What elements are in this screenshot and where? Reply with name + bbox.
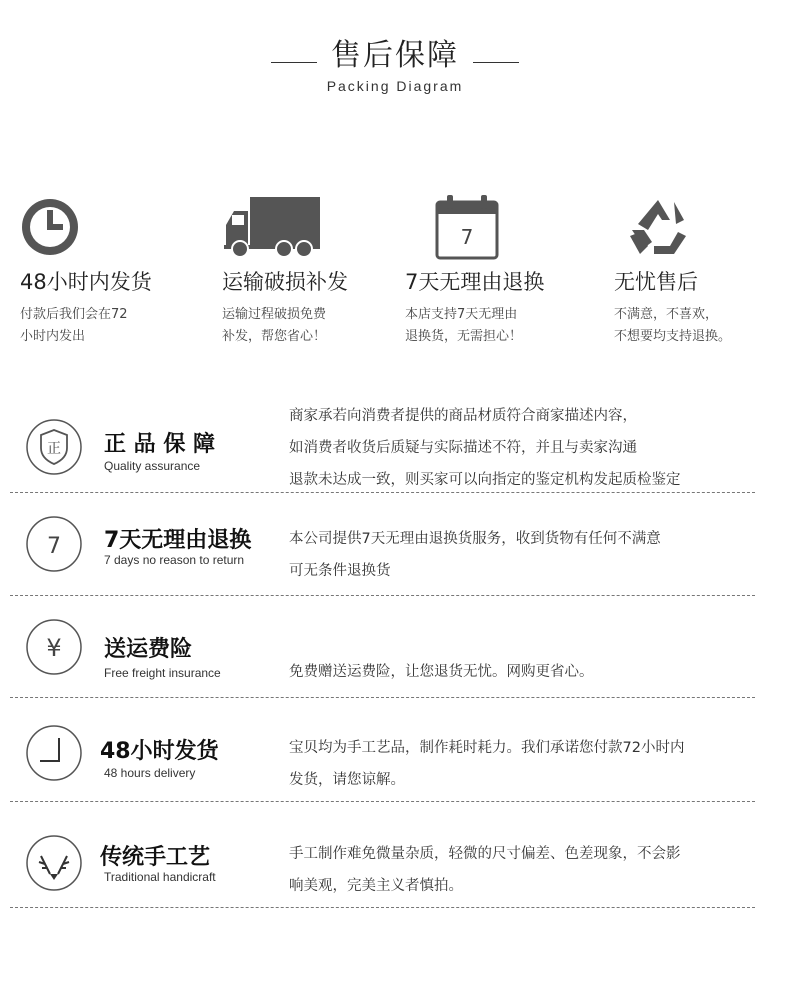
page-header xyxy=(0,30,790,94)
feature-desc: 付款后我们会在72 小时内发出 xyxy=(20,307,128,344)
yen-icon xyxy=(25,618,83,676)
calendar-icon xyxy=(405,192,595,262)
feature-title: 无忧售后 xyxy=(614,270,698,294)
feature-title: 48小时内发货 xyxy=(20,270,152,294)
guarantee-title: 传统手工艺 xyxy=(100,845,211,870)
svg-text:¥: ¥ xyxy=(46,634,62,662)
guarantee-title: 7天无理由退换 xyxy=(104,528,252,553)
title-line-left xyxy=(271,62,317,63)
svg-text:正: 正 xyxy=(47,441,61,457)
feature-strip xyxy=(0,192,790,362)
guarantee-subtitle: Quality assurance xyxy=(104,459,201,473)
calendar-day: 7 xyxy=(460,225,474,249)
divider xyxy=(10,907,755,908)
divider xyxy=(10,801,755,802)
guarantee-subtitle: Traditional handicraft xyxy=(104,870,216,884)
feature-return xyxy=(405,192,595,348)
feature-damage xyxy=(222,192,412,348)
feature-desc: 不满意，不喜欢， 不想要均支持退换。 xyxy=(614,307,732,344)
title-line-right xyxy=(473,62,519,63)
shield-icon xyxy=(25,418,83,476)
feature-delivery xyxy=(20,192,210,348)
page-subtitle: Packing Diagram xyxy=(326,78,464,94)
guarantee-text: 手工制作难免微量杂质，轻微的尺寸偏差、色差现象，不会影 响美观，完美主义者慎拍。 xyxy=(289,846,681,894)
divider xyxy=(10,492,755,493)
clock-hands-icon xyxy=(25,724,83,782)
clock-icon xyxy=(20,192,210,262)
svg-text:7: 7 xyxy=(47,534,61,559)
guarantee-text: 免费赠送运费险，让您退货无忧。网购更省心。 xyxy=(289,664,594,680)
guarantee-text: 宝贝均为手工艺品，制作耗时耗力。我们承诺您付款72小时内 发货，请您谅解。 xyxy=(289,740,685,788)
page-title: 售后保障 xyxy=(331,38,459,73)
feature-title: 运输破损补发 xyxy=(222,270,348,294)
divider xyxy=(10,697,755,698)
guarantee-subtitle: Free freight insurance xyxy=(104,666,221,680)
seven-icon xyxy=(25,515,83,573)
guarantee-subtitle: 48 hours delivery xyxy=(104,766,196,780)
feature-desc: 运输过程破损免费 补发，帮您省心！ xyxy=(222,307,327,344)
feature-desc: 本店支持7天无理由 退换货，无需担心！ xyxy=(405,307,523,344)
guarantee-subtitle: 7 days no reason to return xyxy=(104,553,245,567)
recycle-icon xyxy=(614,192,790,262)
guarantee-text: 本公司提供7天无理由退换货服务，收到货物有任何不满意 可无条件退换货 xyxy=(289,531,661,579)
divider xyxy=(10,595,755,596)
guarantee-title: 48小时发货 xyxy=(100,739,219,764)
feature-after-sales xyxy=(614,192,790,348)
guarantee-title: 正 品 保 障 xyxy=(104,432,215,457)
feature-title: 7天无理由退换 xyxy=(405,270,545,294)
antler-icon xyxy=(25,834,83,892)
guarantee-title: 送运费险 xyxy=(104,637,193,662)
truck-icon xyxy=(222,192,412,262)
guarantee-text: 商家承若向消费者提供的商品材质符合商家描述内容， 如消费者收货后质疑与实际描述不符，并且与卖家沟通 退款未达成一致，则买家可以向指定的鉴定机构发起质检鉴定 xyxy=(289,408,681,488)
